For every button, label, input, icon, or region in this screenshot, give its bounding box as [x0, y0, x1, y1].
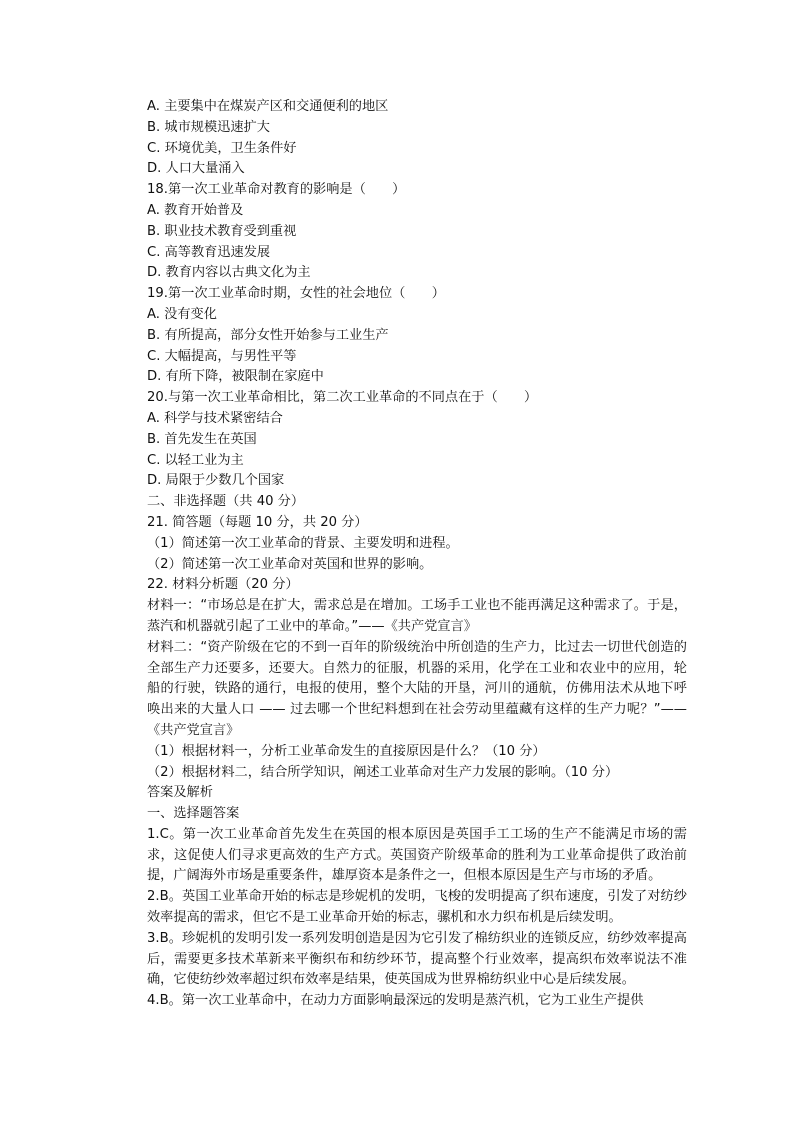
q18-option-a: A. 教育开始普及 — [147, 202, 244, 218]
q22-item-2: （2）根据材料二，结合所学知识，阐述工业革命对生产力发展的影响。（10 分） — [147, 764, 619, 780]
q21-item-2: （2）简述第一次工业革命对英国和世界的影响。 — [147, 556, 433, 572]
q18-option-d: D. 教育内容以古典文化为主 — [147, 265, 311, 281]
answer-1: 1.C。第一次工业革命首先发生在英国的根本原因是英国手工工场的生产不能满足市场的需求，这促使人们寻求更高效的生产方式。英国资产阶级革命的胜利为工业革命提供了政治前提，广阔海外市场是重要条件，雄厚资本是条件之一，但根本原因是生产与市场的矛盾。 — [147, 826, 687, 884]
q20-option-a: A. 科学与技术紧密结合 — [147, 410, 283, 426]
section2-title: 二、非选择题（共 40 分） — [147, 494, 305, 510]
q19-option-d: D. 有所下降，被限制在家庭中 — [147, 369, 324, 385]
document-body — [147, 97, 687, 1012]
q18-stem: 18.第一次工业革命对教育的影响是（ ） — [147, 182, 406, 198]
q19-stem: 19.第一次工业革命时期，女性的社会地位（ ） — [147, 286, 445, 302]
q17-option-a: A. 主要集中在煤炭产区和交通便利的地区 — [147, 99, 389, 114]
q22-item-1: （1）根据材料一，分析工业革命发生的直接原因是什么？（10 分） — [147, 743, 546, 759]
q17-option-b: B. 城市规模迅速扩大 — [147, 119, 270, 135]
q20-option-b: B. 首先发生在英国 — [147, 431, 257, 447]
q20-option-d: D. 局限于少数几个国家 — [147, 473, 285, 489]
q20-stem: 20.与第一次工业革命相比，第二次工业革命的不同点在于（ ） — [147, 390, 538, 406]
q19-option-c: C. 大幅提高，与男性平等 — [147, 348, 297, 364]
q21-title: 21. 简答题（每题 10 分，共 20 分） — [147, 514, 368, 530]
q22-title: 22. 材料分析题（20 分） — [147, 577, 299, 593]
q17-option-c: C. 环境优美，卫生条件好 — [147, 140, 297, 156]
q21-item-1: （1）简述第一次工业革命的背景、主要发明和进程。 — [147, 535, 459, 551]
answer-3: 3.B。珍妮机的发明引发一系列发明创造是因为它引发了棉纺织业的连锁反应，纺纱效率提高后，需要更多技术革新来平衡织布和纺纱环节，提高整个行业效率，提高织布效率说法不准确，它使纺纱效率超过织布效率是结果，使英国成为世界棉纺织业中心是后续发展。 — [147, 930, 687, 988]
answer-4: 4.B。第一次工业革命中，在动力方面影响最深远的发明是蒸汽机，它为工业生产提供 — [147, 993, 644, 1009]
q18-option-b: B. 职业技术教育受到重视 — [147, 223, 297, 239]
q22-material-2: 材料二：“资产阶级在它的不到一百年的阶级统治中所创造的生产力，比过去一切世代创造的全部生产力还要多，还要大。自然力的征服，机器的采用，化学在工业和农业中的应用，轮船的行驶，铁路的通行，电报的使用，整个大陆的开垦，河川的通航，仿佛用法术从地下呼唤出来的大量人口 —— 过去哪一个世纪料想到在社会劳动里蕴藏有这样的生产力呢？”——《共产党宣言》 — [147, 639, 687, 738]
q17-option-d: D. 人口大量涌入 — [147, 161, 245, 177]
q22-material-1: 材料一：“市场总是在扩大，需求总是在增加。工场手工业也不能再满足这种需求了。于是，蒸汽和机器就引起了工业中的革命。”——《共产党宣言》 — [147, 598, 687, 634]
q18-option-c: C. 高等教育迅速发展 — [147, 244, 271, 260]
q19-option-a: A. 没有变化 — [147, 306, 217, 322]
answers-section1-title: 一、选择题答案 — [147, 806, 240, 822]
answer-2: 2.B。英国工业革命开始的标志是珍妮机的发明，飞梭的发明提高了织布速度，引发了对纺纱效率提高的需求，但它不是工业革命开始的标志，骡机和水力织布机是后续发明。 — [147, 889, 687, 926]
q19-option-b: B. 有所提高，部分女性开始参与工业生产 — [147, 327, 389, 343]
answers-title: 答案及解析 — [147, 785, 213, 801]
q20-option-c: C. 以轻工业为主 — [147, 452, 244, 468]
